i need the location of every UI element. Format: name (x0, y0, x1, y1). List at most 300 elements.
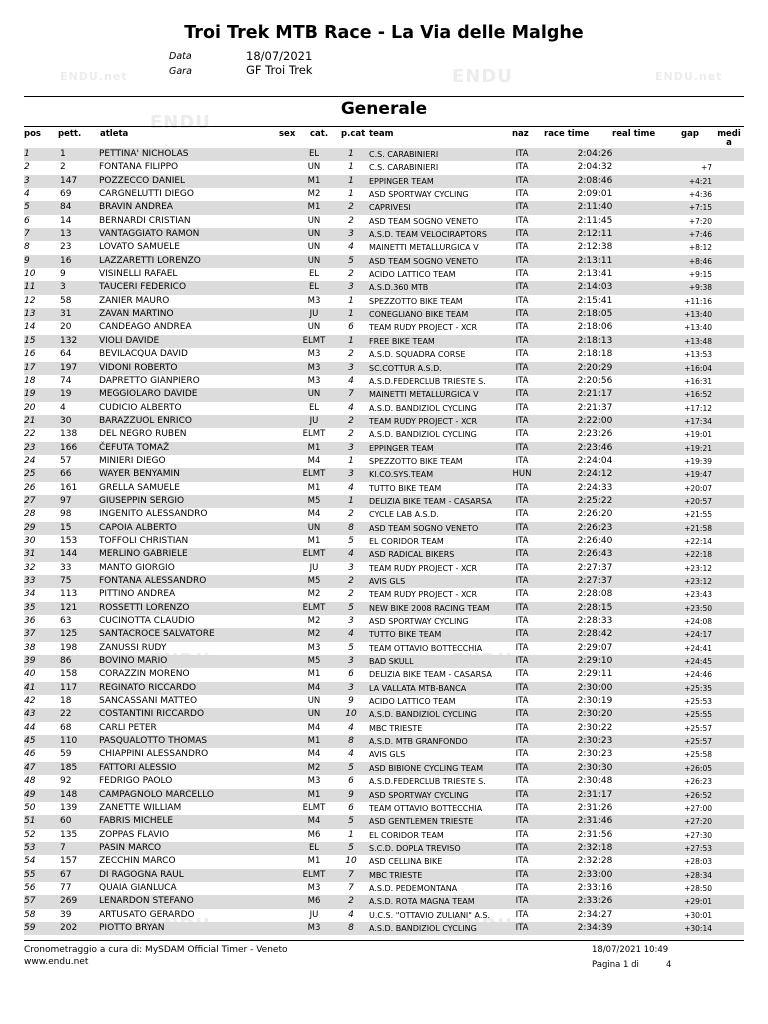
cell-pcat: 1 (348, 175, 354, 186)
cell-pcat: 9 (348, 696, 354, 707)
cell-pett: 23 (60, 242, 72, 253)
cell-gap: +7:46 (688, 230, 712, 240)
cell-team: MBC TRIESTE (369, 723, 423, 733)
cell-cat: JU (309, 909, 319, 920)
col-header-media: medi a (717, 129, 741, 148)
table-row (24, 855, 744, 868)
cell-cat: M1 (307, 442, 321, 453)
cell-cat: M6 (307, 829, 321, 840)
cell-naz: ITA (515, 295, 529, 306)
cell-naz: ITA (515, 762, 529, 773)
cell-pos: 13 (24, 309, 36, 320)
cell-pcat: 5 (348, 642, 354, 653)
cell-pcat: 2 (348, 215, 354, 226)
cell-cat: UN (307, 709, 321, 720)
cell-pett: 69 (60, 189, 72, 200)
cell-pos: 49 (24, 789, 36, 800)
cell-pett: 77 (60, 882, 72, 893)
cell-gap: +25:58 (684, 750, 712, 760)
cell-gap: +17:34 (684, 416, 712, 426)
cell-pos: 8 (24, 242, 30, 253)
cell-team: A.S.D. BANDIZIOL CYCLING (369, 710, 477, 720)
cell-team: A.S.D. MTB GRANFONDO (369, 737, 468, 747)
cell-team: EL CORIDOR TEAM (369, 536, 444, 546)
cell-atleta: DEL NEGRO RUBEN (99, 429, 187, 440)
cell-pett: 75 (60, 576, 72, 586)
cell-cat: JU (309, 562, 319, 573)
cell-pett: 39 (60, 909, 72, 920)
cell-team: A.S.D. ROTA MAGNA TEAM (369, 897, 475, 907)
cell-race-time: 2:18:13 (577, 335, 613, 346)
cell-pcat: 3 (348, 562, 354, 573)
cell-team: EPPINGER TEAM (369, 176, 434, 186)
col-header-pett: pett. (58, 129, 82, 139)
cell-naz: ITA (515, 629, 529, 640)
cell-naz: ITA (515, 909, 529, 920)
cell-cat: M4 (307, 749, 321, 760)
table-row (24, 869, 744, 882)
cell-pos: 40 (24, 669, 36, 680)
cell-race-time: 2:12:38 (577, 242, 613, 253)
cell-atleta: MEGGIOLARO DAVIDE (99, 389, 198, 400)
cell-naz: ITA (515, 789, 529, 800)
cell-naz: ITA (515, 616, 529, 627)
cell-atleta: GIUSEPPIN SERGIO (99, 495, 185, 506)
cell-cat: EL (308, 842, 320, 853)
cell-pos: 44 (24, 722, 36, 733)
cell-race-time: 2:33:00 (577, 869, 613, 880)
cell-atleta: SANCASSANI MATTEO (99, 696, 198, 707)
cell-cat: M3 (307, 349, 321, 360)
cell-naz: ITA (515, 535, 529, 546)
cell-race-time: 2:27:37 (577, 562, 613, 573)
cell-pos: 50 (24, 802, 36, 813)
cell-pett: 15 (60, 522, 72, 533)
cell-team: TEAM OTTAVIO BOTTECCHIA (369, 643, 483, 653)
cell-pett: 2 (60, 162, 66, 173)
table-row (24, 655, 744, 668)
cell-pcat: 5 (348, 535, 354, 546)
cell-pcat: 4 (348, 375, 354, 386)
cell-team: CYCLE LAB A.S.D. (369, 510, 439, 520)
cell-pos: 39 (24, 656, 36, 667)
cell-race-time: 2:29:11 (577, 669, 613, 680)
cell-pos: 3 (24, 175, 30, 186)
table-row (24, 722, 744, 735)
cell-pcat: 3 (348, 616, 354, 627)
cell-pos: 33 (24, 576, 36, 586)
cell-atleta: ZECCHIN MARCO (99, 856, 176, 867)
cell-team: ASD TEAM SOGNO VENETO (369, 256, 479, 266)
cell-cat: UN (307, 162, 321, 173)
cell-pcat: 9 (348, 789, 354, 800)
cell-team: ASD SPORTWAY CYCLING (369, 790, 469, 800)
table-row (24, 762, 744, 775)
cell-pos: 21 (24, 415, 36, 426)
table-row (24, 708, 744, 721)
table-row (24, 188, 744, 201)
table-row (24, 895, 744, 908)
cell-pcat: 1 (348, 309, 354, 320)
cell-cat: UN (307, 255, 321, 266)
cell-cat: M1 (307, 789, 321, 800)
cell-naz: ITA (515, 482, 529, 493)
cell-atleta: FATTORI ALESSIO (99, 762, 177, 773)
cell-race-time: 2:13:41 (577, 269, 613, 280)
cell-pett: 14 (60, 215, 72, 226)
cell-pett: 20 (60, 322, 72, 333)
col-header-pos: pos (24, 129, 41, 139)
cell-pcat: 1 (348, 149, 354, 159)
cell-pett: 58 (60, 295, 72, 306)
cell-pett: 74 (60, 375, 72, 386)
cell-atleta: PIOTTO BRYAN (99, 922, 165, 933)
cell-pett: 19 (60, 389, 72, 400)
cell-gap: +25:57 (684, 723, 712, 733)
col-header-cat: cat. (310, 129, 329, 139)
cell-race-time: 2:31:56 (577, 829, 613, 840)
table-row (24, 748, 744, 761)
cell-gap: +13:48 (684, 336, 712, 346)
cell-naz: ITA (515, 402, 529, 413)
cell-team: ASD SPORTWAY CYCLING (369, 617, 469, 627)
cell-pett: 202 (60, 922, 78, 933)
cell-pos: 41 (24, 682, 36, 693)
cell-pcat: 4 (348, 242, 354, 253)
cell-cat: ELMT (302, 429, 326, 440)
cell-team: EL CORIDOR TEAM (369, 830, 444, 840)
cell-pett: 157 (60, 856, 78, 867)
watermark: ENDU (150, 112, 211, 133)
cell-pos: 42 (24, 696, 36, 707)
cell-pett: 148 (60, 789, 78, 800)
cell-team: A.S.D. SQUADRA CORSE (369, 350, 466, 360)
cell-team: ASD BIBIONE CYCLING TEAM (369, 763, 484, 773)
cell-team: A.S.D. BANDIZIOL CYCLING (369, 403, 477, 413)
cell-pcat: 6 (348, 669, 354, 680)
cell-cat: EL (308, 402, 320, 413)
cell-team: S.C.D. DOPLA TREVISO (369, 843, 461, 853)
cell-pos: 31 (24, 549, 36, 560)
cell-pcat: 1 (348, 495, 354, 506)
cell-gap: +25:57 (684, 737, 712, 747)
cell-cat: UN (307, 522, 321, 533)
cell-team: ACIDO LATTICO TEAM (369, 697, 456, 707)
cell-race-time: 2:28:08 (577, 589, 613, 600)
table-row (24, 241, 744, 254)
cell-gap: +19:39 (684, 456, 712, 466)
cell-pcat: 2 (348, 202, 354, 213)
cell-gap: +17:12 (684, 403, 712, 413)
cell-pos: 22 (24, 429, 36, 440)
cell-naz: ITA (515, 869, 529, 880)
cell-naz: ITA (515, 282, 529, 293)
cell-atleta: MERLINO GABRIELE (99, 549, 188, 560)
cell-cat: ELMT (302, 549, 326, 560)
cell-pcat: 2 (348, 429, 354, 440)
cell-atleta: MANTO GIORGIO (99, 562, 175, 573)
cell-team: AVIS GLS (369, 750, 406, 760)
cell-pett: 57 (60, 455, 72, 466)
table-row (24, 442, 744, 455)
cell-pcat: 8 (348, 922, 354, 933)
cell-pcat: 2 (348, 415, 354, 426)
cell-gap: +24:17 (684, 630, 712, 640)
print-timestamp: 18/07/2021 10:49 (592, 945, 669, 955)
cell-cat: UN (307, 229, 321, 240)
cell-pcat: 2 (348, 349, 354, 360)
cell-pcat: 4 (348, 549, 354, 560)
cell-team: BAD SKULL (369, 657, 414, 667)
cell-pett: 198 (60, 642, 78, 653)
cell-team: ASD CELLINA BIKE (369, 857, 443, 867)
cell-pos: 58 (24, 909, 36, 920)
cell-atleta: COSTANTINI RICCARDO (99, 709, 205, 720)
cell-cat: M1 (307, 856, 321, 867)
cell-gap: +24:45 (684, 657, 712, 667)
cell-pett: 60 (60, 816, 72, 827)
table-row (24, 201, 744, 214)
cell-atleta: PETTINA' NICHOLAS (99, 149, 189, 159)
cell-team: A.S.D.360 MTB (369, 283, 429, 293)
cell-pos: 27 (24, 495, 36, 506)
cell-pett: 84 (60, 202, 72, 213)
cell-pcat: 3 (348, 282, 354, 293)
cell-pett: 125 (60, 629, 78, 640)
cell-cat: M5 (307, 656, 321, 667)
cell-pett: 66 (60, 469, 72, 480)
cell-pcat: 1 (348, 455, 354, 466)
col-header-sex: sex (279, 129, 296, 139)
cell-pett: 59 (60, 749, 72, 760)
cell-naz: ITA (515, 189, 529, 200)
cell-cat: M2 (307, 629, 321, 640)
table-row (24, 281, 744, 294)
cell-team: TUTTO BIKE TEAM (369, 483, 442, 493)
cell-pett: 269 (60, 896, 78, 907)
cell-pos: 10 (24, 269, 36, 280)
cell-atleta: WAYER BENYAMIN (99, 469, 180, 480)
cell-gap: +19:47 (684, 470, 712, 480)
cell-gap: +25:55 (684, 710, 712, 720)
table-row (24, 522, 744, 535)
cell-pos: 48 (24, 776, 36, 787)
cell-gap: +28:03 (684, 857, 712, 867)
cell-pett: 147 (60, 175, 78, 186)
cell-gap: +23:12 (684, 563, 712, 573)
cell-cat: EL (308, 282, 320, 293)
cell-atleta: CUDICIO ALBERTO (99, 402, 182, 413)
cell-naz: ITA (515, 389, 529, 400)
cell-atleta: FABRIS MICHELE (99, 816, 174, 827)
cell-pcat: 1 (348, 295, 354, 306)
cell-pos: 47 (24, 762, 36, 773)
cell-pos: 26 (24, 482, 36, 493)
cell-pos: 17 (24, 362, 36, 373)
cell-team: A.S.D.FEDERCLUB TRIESTE S. (369, 376, 486, 386)
cell-naz: ITA (515, 736, 529, 747)
cell-gap: +26:05 (684, 763, 712, 773)
site-link[interactable]: www.endu.net (24, 957, 89, 967)
cell-pos: 51 (24, 816, 36, 827)
cell-race-time: 2:31:26 (577, 802, 613, 813)
cell-gap: +13:40 (684, 310, 712, 320)
cell-race-time: 2:32:28 (577, 856, 613, 867)
cell-cat: JU (309, 415, 319, 426)
date-label: Data (169, 51, 192, 62)
cell-gap: +20:57 (684, 496, 712, 506)
table-row (24, 362, 744, 375)
cell-race-time: 2:26:23 (577, 522, 613, 533)
cell-cat: M3 (307, 882, 321, 893)
col-header-real-time: real time (612, 129, 656, 139)
cell-gap: +29:01 (684, 897, 712, 907)
table-row (24, 735, 744, 748)
cell-naz: ITA (515, 856, 529, 867)
cell-gap: +13:53 (684, 350, 712, 360)
cell-team: CONEGLIANO BIKE TEAM (369, 310, 469, 320)
cell-gap: +28:34 (684, 870, 712, 880)
cell-pcat: 2 (348, 896, 354, 907)
table-row (24, 482, 744, 495)
cell-naz: ITA (515, 362, 529, 373)
cell-team: SPEZZOTTO BIKE TEAM (369, 456, 463, 466)
table-row (24, 882, 744, 895)
cell-atleta: CUCINOTTA CLAUDIO (99, 616, 195, 627)
cell-pcat: 4 (348, 722, 354, 733)
cell-team: TEAM RUDY PROJECT - XCR (369, 416, 478, 426)
col-header-pcat: p.cat (341, 129, 366, 139)
table-row (24, 829, 744, 842)
cell-pett: 166 (60, 442, 78, 453)
cell-team: KI.CO.SYS.TEAM (369, 470, 434, 480)
cell-cat: M1 (307, 202, 321, 213)
cell-race-time: 2:30:23 (577, 749, 613, 760)
cell-pos: 38 (24, 642, 36, 653)
cell-atleta: CARGNELUTTI DIEGO (99, 189, 194, 200)
cell-atleta: PASIN MARCO (99, 842, 162, 853)
cell-pett: 113 (60, 589, 78, 600)
cell-race-time: 2:31:17 (577, 789, 613, 800)
cell-race-time: 2:28:15 (577, 602, 613, 613)
cell-naz: ITA (515, 776, 529, 787)
cell-team: ASD SPORTWAY CYCLING (369, 190, 469, 200)
table-row (24, 268, 744, 281)
cell-team: MAINETTI METALLURGICA V (369, 243, 479, 253)
cell-naz: ITA (515, 322, 529, 333)
cell-team: LA VALLATA MTB-BANCA (369, 683, 467, 693)
cell-gap: +7:20 (688, 216, 712, 226)
cell-pcat: 5 (348, 602, 354, 613)
cell-gap: +26:52 (684, 790, 712, 800)
cell-pos: 37 (24, 629, 36, 640)
cell-race-time: 2:24:33 (577, 482, 613, 493)
cell-pett: 132 (60, 335, 78, 346)
cell-team: ASD GENTLEMEN TRIESTE (369, 817, 474, 827)
cell-pett: 161 (60, 482, 78, 493)
cell-race-time: 2:18:05 (577, 309, 613, 320)
cell-pett: 138 (60, 429, 78, 440)
cell-naz: ITA (515, 162, 529, 173)
cell-gap: +4:21 (688, 176, 712, 186)
cell-race-time: 2:11:40 (577, 202, 613, 213)
cell-naz: ITA (515, 269, 529, 280)
cell-naz: ITA (515, 455, 529, 466)
cell-pcat: 2 (348, 589, 354, 600)
cell-cat: M5 (307, 495, 321, 506)
cell-atleta: ČEFUTA TOMAŽ (99, 442, 170, 453)
table-row (24, 562, 744, 575)
cell-team: A.S.D. PEDEMONTANA (369, 883, 458, 893)
cell-pett: 197 (60, 362, 78, 373)
cell-race-time: 2:04:32 (577, 162, 613, 173)
col-header-race-time: race time (544, 129, 590, 139)
cell-atleta: VANTAGGIATO RAMON (99, 229, 200, 240)
cell-pett: 135 (60, 829, 78, 840)
cell-atleta: LAZZARETTI LORENZO (99, 255, 201, 266)
cell-pos: 52 (24, 829, 36, 840)
cell-atleta: VIOLI DAVIDE (99, 335, 160, 346)
cell-race-time: 2:30:30 (577, 762, 613, 773)
cell-race-time: 2:26:40 (577, 535, 613, 546)
cell-pett: 67 (60, 869, 72, 880)
cell-atleta: TOFFOLI CHRISTIAN (99, 535, 189, 546)
cell-race-time: 2:22:00 (577, 415, 613, 426)
cell-gap: +19:01 (684, 430, 712, 440)
cell-pett: 144 (60, 549, 78, 560)
watermark: ENDU.net (60, 70, 128, 83)
table-row (24, 308, 744, 321)
cell-gap: +19:21 (684, 443, 712, 453)
watermark: ENDU.net (655, 70, 723, 83)
cell-race-time: 2:25:22 (577, 495, 613, 506)
cell-team: TEAM RUDY PROJECT - XCR (369, 323, 478, 333)
cell-pos: 1 (24, 149, 30, 159)
cell-pcat: 1 (348, 189, 354, 200)
cell-naz: ITA (515, 709, 529, 720)
table-row (24, 602, 744, 615)
cell-team: EPPINGER TEAM (369, 443, 434, 453)
cell-cat: M2 (307, 189, 321, 200)
cell-atleta: CANDEAGO ANDREA (99, 322, 192, 333)
cell-pcat: 3 (348, 656, 354, 667)
page-label: Pagina 1 di (592, 960, 639, 970)
table-row (24, 775, 744, 788)
cell-atleta: QUAIA GIANLUCA (99, 882, 177, 893)
cell-gap: +28:50 (684, 883, 712, 893)
cell-gap: +16:31 (684, 376, 712, 386)
table-row (24, 415, 744, 428)
page-total: 4 (666, 960, 672, 970)
cell-pett: 110 (60, 736, 78, 747)
race-value: GF Troi Trek (246, 63, 313, 77)
results-table (24, 148, 744, 935)
cell-gap: +8:46 (688, 256, 712, 266)
cell-atleta: VIDONI ROBERTO (99, 362, 178, 373)
cell-team: ASD TEAM SOGNO VENETO (369, 523, 479, 533)
cell-atleta: CAPOIA ALBERTO (99, 522, 177, 533)
cell-gap: +30:01 (684, 910, 712, 920)
cell-race-time: 2:20:29 (577, 362, 613, 373)
cell-race-time: 2:28:42 (577, 629, 613, 640)
table-row (24, 695, 744, 708)
cell-cat: ELMT (302, 802, 326, 813)
cell-pos: 28 (24, 509, 36, 520)
cell-race-time: 2:29:10 (577, 656, 613, 667)
cell-naz: ITA (515, 882, 529, 893)
cell-race-time: 2:31:46 (577, 816, 613, 827)
cell-team: MBC TRIESTE (369, 870, 423, 880)
